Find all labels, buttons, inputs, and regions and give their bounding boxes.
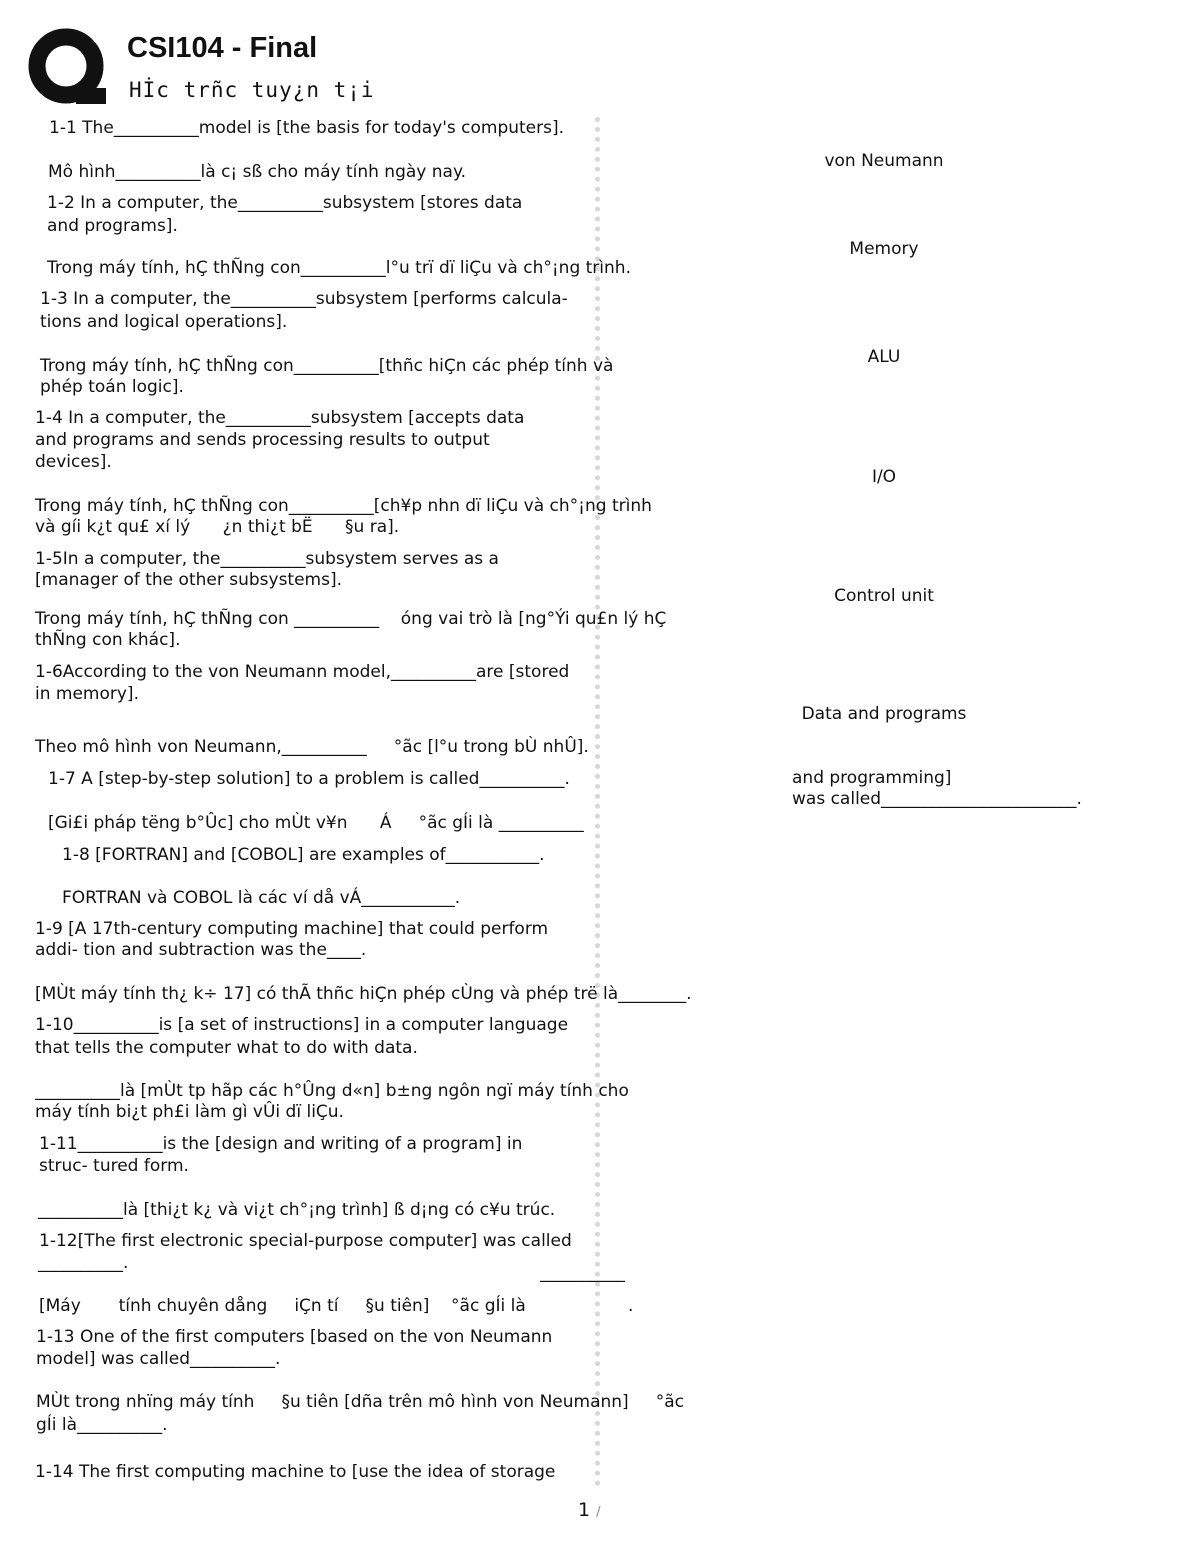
question-line: in memory]. bbox=[35, 684, 139, 704]
question-line: gÍi là__________. bbox=[36, 1415, 168, 1435]
question-line: 1-3 In a computer, the__________subsystem [performs calcula- bbox=[40, 289, 568, 309]
question-line: máy tính bi¿t ph£i làm gì vÛi dï liÇu. bbox=[35, 1102, 344, 1122]
answer-text: Memory bbox=[849, 239, 919, 259]
question-line: [MÙt máy tính th¿ k÷ 17] có thÃ thñc hiÇn phép cÙng và phép trë là________. bbox=[35, 984, 692, 1004]
page-number bbox=[578, 1499, 601, 1521]
answer-text: I/O bbox=[871, 467, 897, 487]
answer-text: ALU bbox=[867, 347, 901, 367]
question-line: 1-8 [FORTRAN] and [COBOL] are examples of___________. bbox=[62, 845, 545, 865]
question-line: Theo mô hình von Neumann,__________ °ãc [l°u trong bÙ nhÛ]. bbox=[35, 737, 589, 757]
question-line: 1-10__________is [a set of instructions] in a computer language bbox=[35, 1015, 569, 1035]
question-line: 1-14 The first computing machine to [use the idea of storage bbox=[35, 1462, 556, 1482]
question-line: MÙt trong nhïng máy tính §u tiên [dña trên mô hình von Neumann] °ãc bbox=[36, 1392, 684, 1412]
question-line: 1-5In a computer, the__________subsystem serves as a bbox=[35, 549, 499, 569]
question-line: FORTRAN và COBOL là các ví då vÁ___________. bbox=[62, 888, 461, 908]
answer-text: von Neumann bbox=[824, 151, 944, 171]
question-line: 1-7 A [step-by-step solution] to a problem is called__________. bbox=[48, 769, 570, 789]
question-line: 1-4 In a computer, the__________subsystem [accepts data bbox=[35, 408, 525, 428]
question-line: that tells the computer what to do with data. bbox=[35, 1038, 418, 1058]
question-line: Trong máy tính, hÇ thÑng con__________[thñc hiÇn các phép tính và bbox=[40, 356, 614, 376]
answer-blank: __________ bbox=[540, 1263, 625, 1283]
question-line: 1-13 One of the first computers [based on the von Neumann bbox=[36, 1327, 553, 1347]
answer-text: Control unit bbox=[834, 586, 934, 606]
logo-icon bbox=[28, 28, 110, 110]
answer-text: Data and programs bbox=[801, 704, 967, 724]
question-line: 1-6According to the von Neumann model,__________are [stored bbox=[35, 662, 570, 682]
question-line: và gíi k¿t qu£ xí lý ¿n thi¿t bË §u ra]. bbox=[35, 517, 400, 537]
question-line: and programs]. bbox=[47, 216, 178, 236]
document-subtitle: Hİc trñc tuy¿n t¡i bbox=[129, 78, 375, 102]
question-line: tions and logical operations]. bbox=[40, 312, 288, 332]
question-line: 1-9 [A 17th-century computing machine] that could perform bbox=[35, 919, 549, 939]
question-line: Trong máy tính, hÇ thÑng con__________l°u trï dï liÇu và ch°¡ng trình. bbox=[47, 258, 631, 278]
question-line: 1-12[The first electronic special-purpose computer] was called bbox=[39, 1231, 572, 1251]
question-line: [Gi£i pháp tëng b°Ûc] cho mÙt v¥n Á °ãc gÍi là __________ bbox=[48, 813, 584, 833]
question-line: Trong máy tính, hÇ thÑng con__________[ch¥p nhn dï liÇu và ch°¡ng trình bbox=[35, 496, 652, 516]
question-line: __________. bbox=[38, 1253, 129, 1273]
question-line: struc- tured form. bbox=[39, 1156, 189, 1176]
question-line: __________là [mÙt tp hãp các h°Ûng d«n] b±ng ngôn ngï máy tính cho bbox=[35, 1081, 629, 1101]
question-line: thÑng con khác]. bbox=[35, 630, 181, 650]
question-line: 1-11__________is the [design and writing of a program] in bbox=[39, 1134, 523, 1154]
question-line: . bbox=[628, 1296, 634, 1316]
question-line: devices]. bbox=[35, 452, 112, 472]
answer-text: and programming] bbox=[792, 768, 952, 788]
page-separator: / bbox=[596, 1505, 601, 1520]
question-line: addi- tion and subtraction was the____. bbox=[35, 940, 367, 960]
answer-text: was called_______________________. bbox=[792, 789, 1082, 809]
question-line: 1-1 The__________model is [the basis for today's computers]. bbox=[49, 118, 565, 138]
question-line: model] was called__________. bbox=[36, 1349, 281, 1369]
question-line: 1-2 In a computer, the__________subsystem [stores data bbox=[47, 193, 523, 213]
page-number-value: 1 bbox=[578, 1499, 591, 1521]
question-line: [manager of the other subsystems]. bbox=[35, 570, 343, 590]
question-line: Trong máy tính, hÇ thÑng con __________ óng vai trò là [ng°Ýi qu£n lý hÇ bbox=[35, 609, 667, 629]
question-line: __________là [thi¿t k¿ và vi¿t ch°¡ng trình] ß d¡ng có c¥u trúc. bbox=[38, 1200, 556, 1220]
question-line: and programs and sends processing results to output bbox=[35, 430, 490, 450]
question-line: [Máy tính chuyên dång iÇn tí §u tiên] °ãc gÍi là bbox=[39, 1296, 526, 1316]
question-line: Mô hình__________là c¡ sß cho máy tính ngày nay. bbox=[48, 162, 466, 182]
question-line: phép toán logic]. bbox=[40, 377, 184, 397]
document-title: CSI104 - Final bbox=[127, 32, 318, 64]
